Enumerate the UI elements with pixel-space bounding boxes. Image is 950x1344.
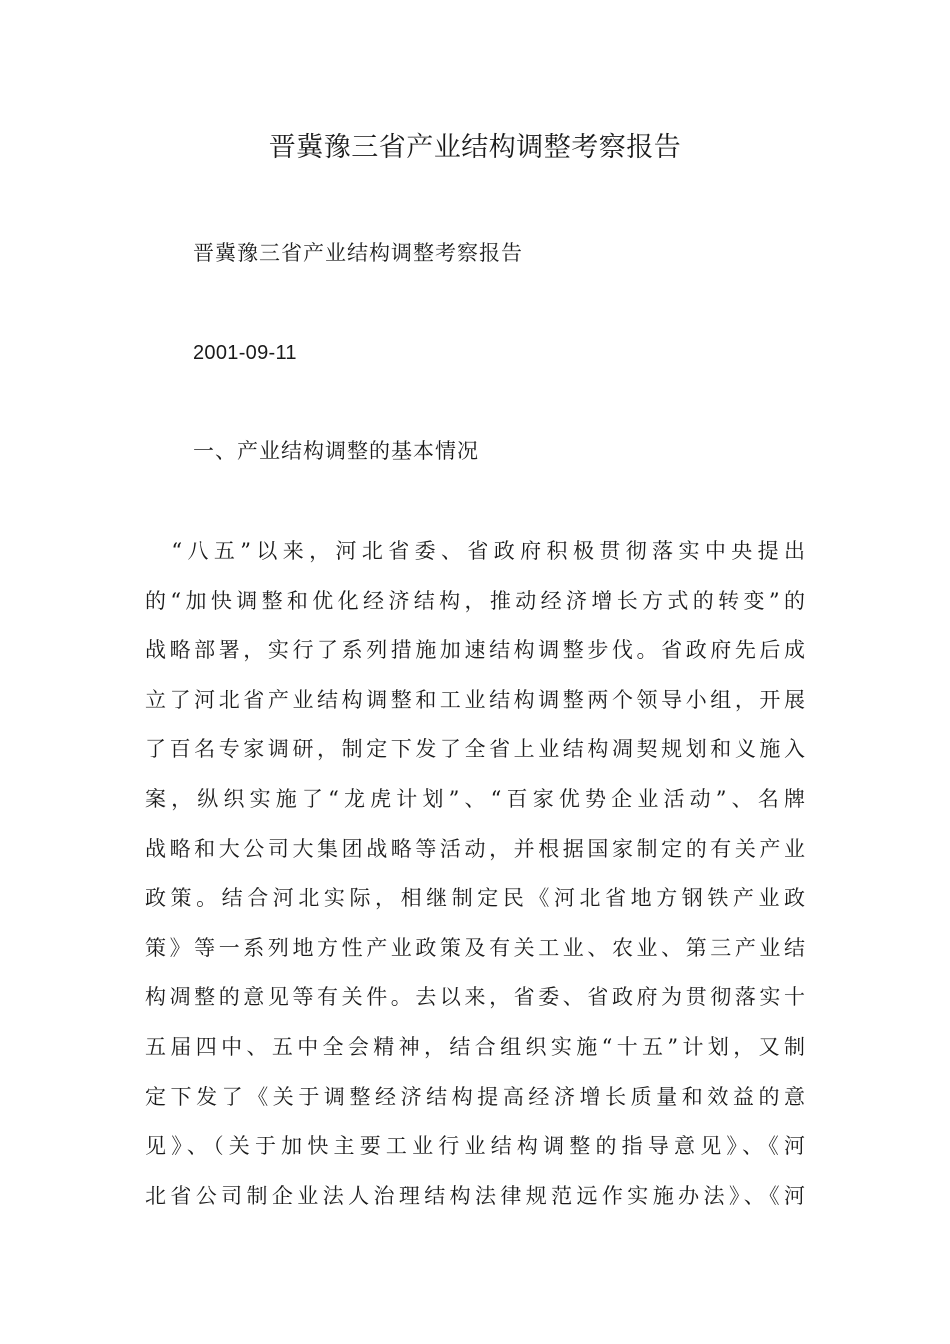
paragraph-line: 五届四中、五中全会精神，结合组织实施“十五”计划，又制 xyxy=(145,1034,807,1059)
document-date: 2001-09-11 xyxy=(193,342,297,364)
document-subtitle: 晋冀豫三省产业结构调整考察报告 xyxy=(193,241,523,265)
document-title: 晋冀豫三省产业结构调整考察报告 xyxy=(268,132,682,163)
paragraph-line: 战略和大公司大集团战略等活动，并根据国家制定的有关产业 xyxy=(145,836,807,861)
paragraph-line: 的“加快调整和优化经济结构，推动经济增长方式的转变”的 xyxy=(145,588,807,613)
paragraph-line: 构凋整的意见等有关件。去以来，省委、省政府为贯彻落实十 xyxy=(145,985,807,1010)
paragraph-line: 政策。结合河北实际，相继制定民《河北省地方钢铁产业政 xyxy=(145,886,807,911)
body-paragraph xyxy=(145,533,807,1227)
paragraph-line: 案，纵织实施了“龙虎计划”、“百家优势企业活动”、名牌 xyxy=(145,786,807,811)
paragraph-line: 策》等一系列地方性产业政策及有关工业、农业、第三产业结 xyxy=(145,935,807,960)
paragraph-line: 见》、（关于加快主要工业行业结构调整的指导意见》、《河 xyxy=(145,1134,807,1159)
paragraph-line: 战略部署，实行了系列措施加速结构调整步伐。省政府先后成 xyxy=(145,638,807,663)
paragraph-line: 北省公司制企业法人治理结构法律规范远作实施办法》、《河 xyxy=(145,1183,807,1208)
section-heading: 一、产业结构调整的基本情况 xyxy=(193,439,479,463)
paragraph-line: 了百名专家调研，制定下发了全省上业结构凋契规划和义施入 xyxy=(145,737,807,762)
paragraph-line: 定下发了《关于调整经济结构提高经济增长质量和效益的意 xyxy=(145,1084,807,1109)
paragraph-line: “八五”以来，河北省委、省政府积极贯彻落实中央提出 xyxy=(145,539,807,563)
paragraph-line: 立了河北省产业结构调整和工业结构调整两个领导小组，开展 xyxy=(145,687,807,712)
